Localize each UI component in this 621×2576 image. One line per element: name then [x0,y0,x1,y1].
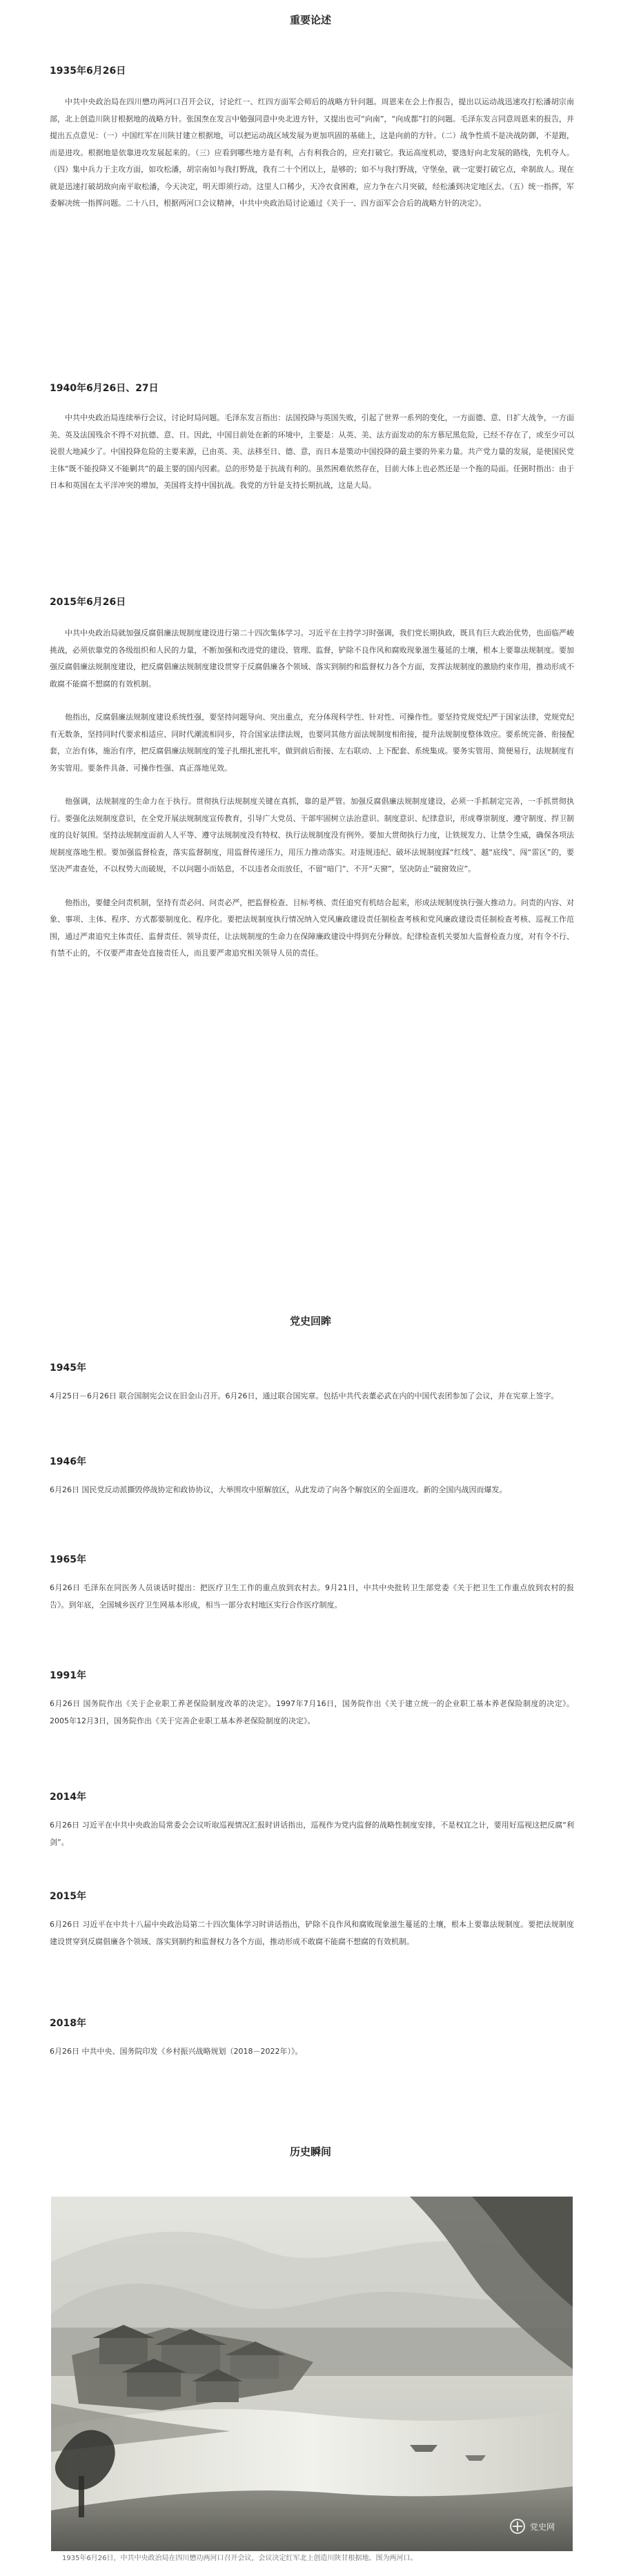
year-heading: 1946年 [50,1456,86,1467]
photo-caption: 1935年6月26日，中共中央政治局在四川懋功两河口召开会议，会议决定红军北上创造川陕甘根据地。图为两河口。 [62,2555,417,2562]
historical-photo [51,2197,573,2551]
history-entry: 6月26日 国民党反动派撕毁停战协定和政协协议，大举围攻中原解放区，从此发动了向各个解放区的全面进攻。新的全国内战因而爆发。 [50,1485,507,1494]
village-riverside-photo [51,2197,573,2551]
history-entry: 6月26日 国务院作出《关于企业职工养老保险制度改革的决定》。1997年7月16日，国务院作出《关于建立统一的企业职工基本养老保险制度的决定》。2005年12月3日，国务院作出《关于完善企业职工基本养老保险制度的决定》。 [50,1699,574,1725]
year-heading: 1965年 [50,1554,86,1565]
section-title-important: 重要论述 [289,14,331,26]
section-title-moment: 历史瞬间 [289,2146,331,2158]
history-entry: 6月26日 习近平在中共中央政治局常委会会议听取巡视情况汇报时讲话指出，巡视作为党内监督的战略性制度安排，不是权宜之计，要用好巡视这把反腐“利剑”。 [50,1821,574,1847]
date-heading: 2015年6月26日 [50,597,126,608]
history-entry: 6月26日 毛泽东在同医务人员谈话时提出：把医疗卫生工作的重点放到农村去。9月21日，中共中央批转卫生部党委《关于把卫生工作重点放到农村的报告》。到年底，全国城乡医疗卫生网基本形成，相当一部分农村地区实行合作医疗制度。 [50,1583,574,1609]
date-heading: 1935年6月26日 [50,66,126,77]
photo-watermark: 党史网 [530,2522,555,2532]
year-heading: 2015年 [50,1891,86,1902]
year-heading: 2018年 [50,2018,86,2029]
section-title-history: 党史回眸 [289,1315,331,1327]
paragraph: 他指出，反腐倡廉法规制度建设系统性强，要坚持问题导向、突出重点，充分体现科学性、针对性、可操作性。要坚持党规党纪严于国家法律，党规党纪有无数条，坚持同时代要求相适应、同时代潮流相同步，符合国家法律法规，也要同其他方面法规制度相衔接，提升法规制度整体效应。要系统完备、衔接配套，立治有体，施治有序，把反腐倡廉法规制度的笼子扎细扎密扎牢，做到前后衔接、左右联动、上下配套、系统集成。要务实管用、简便易行，法规制度有务实管用。要条件具备、可操作性强、真正落地见效。 [50,713,574,773]
discourse-block-2015 [50,595,574,962]
discourse-block-1940 [50,381,574,495]
paragraph: 中共中央政治局在四川懋功两河口召开会议，讨论红一、红四方面军会师后的战略方针问题。周恩来在会上作报告，提出以运动战迅速攻打松潘胡宗南部，北上创造川陕甘根据地的战略方针。张国焘在发言中勉强同意中央北进方针，又提出也可“向南”，“向成都”打的问题。毛泽东发言同意周恩来的报告，并提出五点意见：（一）中国红军在川陕甘建立根据地，可以把运动战区域发展为更加巩固的基础上，这是向前的方针。（二）战争性质不是决战防御，不是跑，而是进攻。根据地是依靠进攻发展起来的。（三）应看到哪些地方是有利，占有利我合的，应充打破它。我运高度机动，要选好向北发展的路线，先机夺人。（四）集中兵力于主攻方面，如攻松潘，胡宗南如与我打野战，我有二十个团以上，是够的；如不与我打野战，守堡垒，就一定要打破它点，牵制敌人。现在就是迅速打破胡敌向南平取松潘，今天决定，明天即须行动。这里人口稀少，天冷衣食困难，应力争在六月突破，经松潘到决定地区去。（五）统一指挥，军委解决统一指挥问题。二十八日，根据两河口会议精神，中共中央政治局讨论通过《关于一、四方面军会合后的战略方针的决定》。 [50,97,574,208]
history-entry: 6月26日 中共中央、国务院印发《乡村振兴战略规划（2018－2022年）》。 [50,2047,303,2056]
history-year-1991 [50,1668,574,1730]
date-heading: 1940年6月26日、27日 [50,383,159,394]
paragraph: 他指出，要健全问责机制，坚持有责必问、问责必严，把监督检查、目标考核、责任追究有机结合起来，形成法规制度执行强大推动力。问责的内容、对象、事项、主体、程序、方式都要制度化、程序化。要把法规制度执行情况纳入党风廉政建设责任制检查考核和党风廉政建设责任制检查考核、巡视工作范围，通过严肃追究主体责任、监督责任、领导责任，让法规制度的生命力在保障廉政建设中得到充分释放。纪律检查机关要加大监督检查力度，对有令不行、有禁不止的，不仅要严肃查处直接责任人，而且要严肃追究相关领导人员的责任。 [50,898,574,958]
year-heading: 1991年 [50,1670,86,1681]
history-year-1945 [50,1360,574,1405]
paragraph: 中共中央政治局连续举行会议，讨论时局问题。毛泽东发言指出：法国投降与英国失败，引起了世界一系列的变化，一方面德、意、日扩大战争，一方面美、英及法国残余不得不对抗德、意、日。因此，中国目前处在新的环境中，主要是：从英、美、法方面发动的东方慕尼黑危险，已经不存在了，或至少可以说很大地减少了。中国投降危险的主要来源，已由英、美、法移至日、德、意，而日本是策动中国投降的最主要的外来力量。共产党力量的发展，是使国民党主体“既不能投降又不能剿共”的最主要的国内因素。总的形势是于抗战有利的。虽然困难依然存在，目前大体上也必然还是一个拖的局面。任弼时指出：由于日本和英国在太平洋冲突的增加，美国将支持中国抗战。我党的方针是支持长期抗战，这是大局。 [50,413,574,490]
paragraph: 他强调，法规制度的生命力在于执行。贯彻执行法规制度关键在真抓，靠的是严管。加强反腐倡廉法规制度建设，必须一手抓制定完善，一手抓贯彻执行。要强化法规制度意识，在全党开展法规制度宣传教育，引导广大党员、干部牢固树立法治意识、制度意识、纪律意识，形成尊崇制度、遵守制度、捍卫制度的良好氛围。坚持法规制度面前人人平等、遵守法规制度没有特权、执行法规制度没有例外。要加大贯彻执行力度，让铁规发力、让禁令生威，确保各项法规制度落地生根。要加强监督检查，落实监督制度，用监督传递压力，用压力推动落实。对违规违纪、破坏法规制度踩“红线”、越“底线”、闯“雷区”的，要坚决严肃查处，不以权势大而破规，不以问题小而姑息，不以违者众而放任，不留“暗门”、不开“天窗”，坚决防止“破窗效应”。 [50,797,574,873]
year-heading: 2014年 [50,1792,86,1803]
paragraph: 中共中央政治局就加强反腐倡廉法规制度建设进行第二十四次集体学习。习近平在主持学习时强调，我们党长期执政，既具有巨大政治优势，也面临严峻挑战，必须依靠党的各级组织和人民的力量，不断加强和改进党的建设、管理、监督，铲除不良作风和腐败现象滋生蔓延的土壤，根本上要靠法规制度。要加强反腐倡廉法规制度建设，把反腐倡廉法规制度建设贯穿于反腐倡廉各个领域、落实到制约和监督权力各个方面，发挥法规制度的激励约束作用，推动形成不敢腐不能腐不想腐的有效机制。 [50,628,574,688]
history-year-2018 [50,2016,574,2061]
history-year-2015 [50,1889,574,1950]
year-heading: 1945年 [50,1363,86,1374]
history-year-2014 [50,1790,574,1851]
history-entry: 4月25日－6月26日 联合国制宪会议在旧金山召开。6月26日，通过联合国宪章。包括中共代表董必武在内的中国代表团参加了会议，并在宪章上签字。 [50,1391,559,1400]
history-year-1965 [50,1552,574,1614]
history-year-1946 [50,1454,574,1499]
discourse-block-1935 [50,63,574,212]
history-entry: 6月26日 习近平在中共十八届中央政治局第二十四次集体学习时讲话指出，铲除不良作风和腐败现象滋生蔓延的土壤，根本上要靠法规制度。要把法规制度建设贯穿到反腐倡廉各个领域、落实到制约和监督权力各个方面，推动形成不敢腐不能腐不想腐的有效机制。 [50,1920,574,1946]
